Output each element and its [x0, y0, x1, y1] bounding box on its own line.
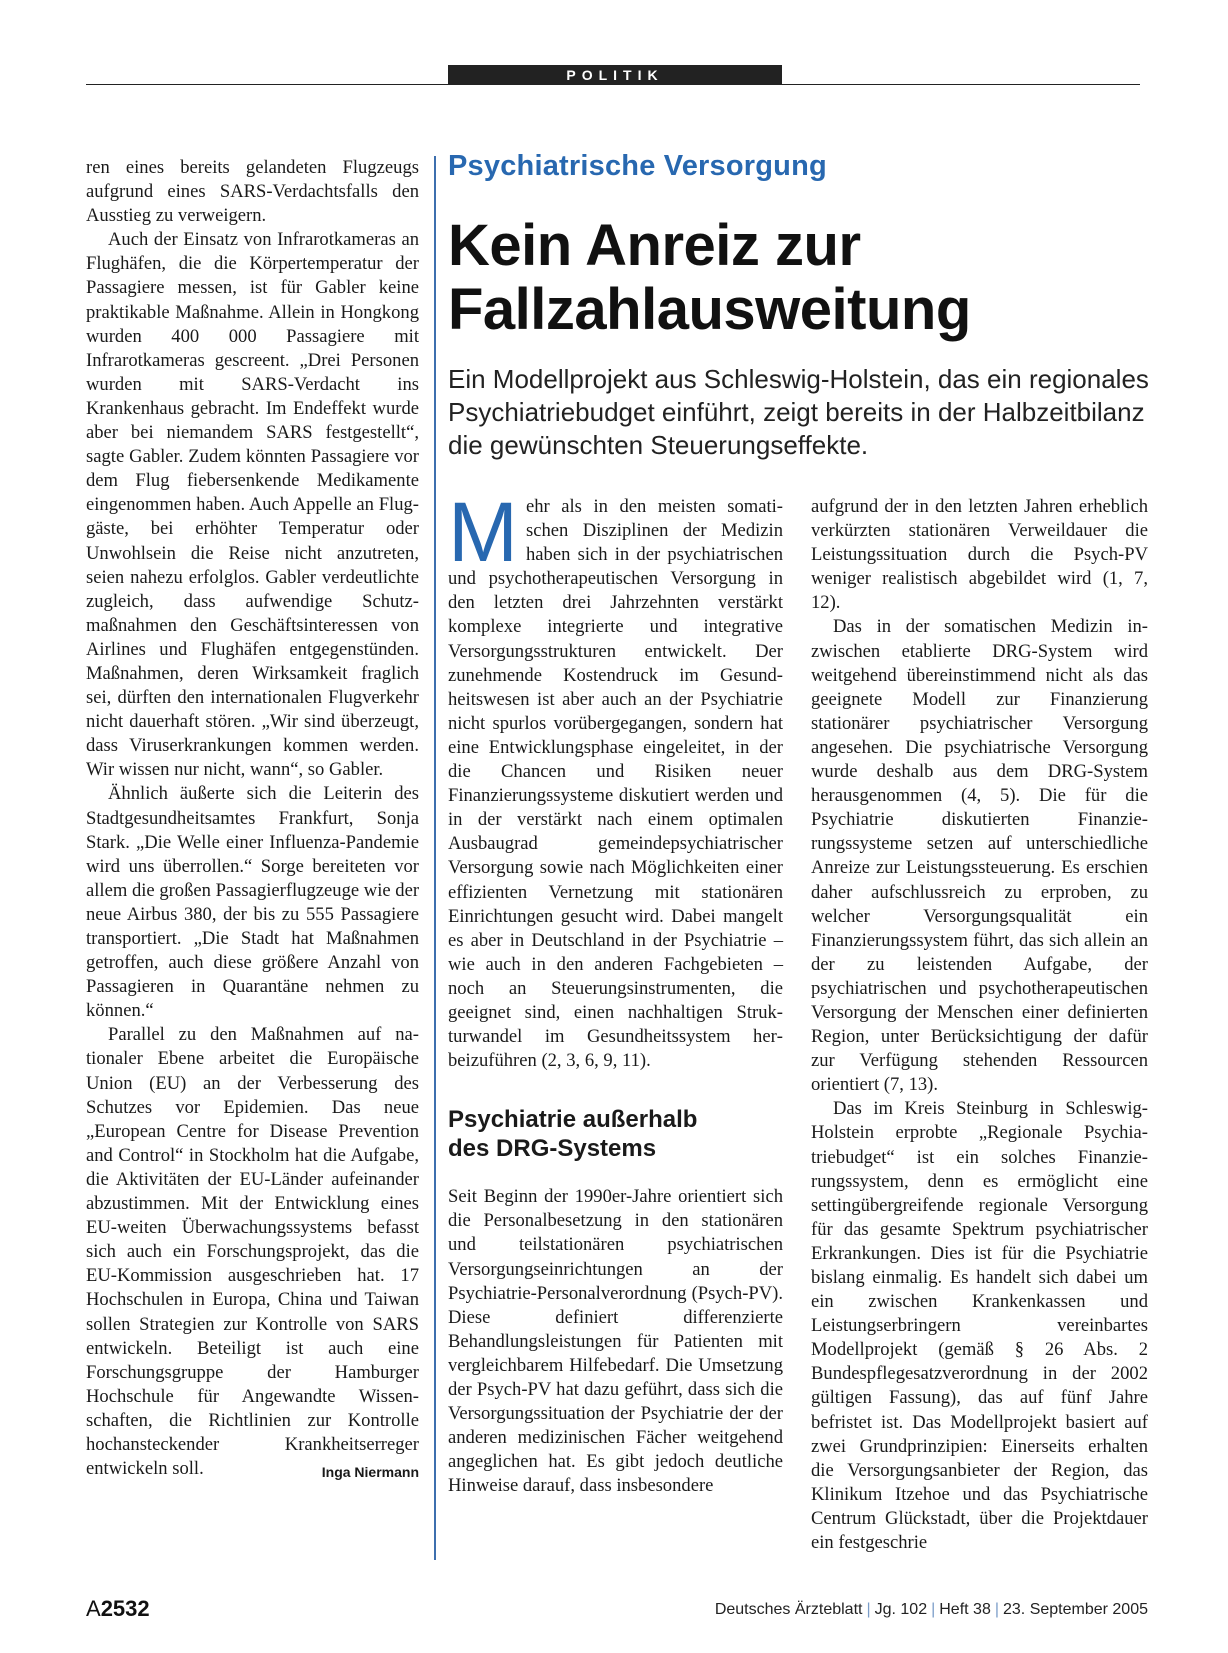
paragraph: Das in der somatischen Medizin inzwischen etablierte DRG-System wird weitgehend übereinstimmend nicht als das geeignete Modell zur Finanzierung stationärer psychiatrischer Versorgung angesehen. Die psychiatrische Versorgung wurde deshalb aus dem DRG-System herausgenommen (4, 5). Die für die Psychiatrie diskutierten Finanzierungssysteme setzen auf unterschiedliche Anreize zur Leistungssteuerung. Es erschien daher aufschlussreich zu erproben, zu welcher Versorgungsqualität ein Finanzierungssystem führt, das sich allein an der zu leistenden Aufgabe, der psychiatrischen und psychotherapeutischen Versorgung der Menschen einer definierten Region, unter Berücksichtigung der dafür zur Verfügung stehenden Ressourcen orientiert (7, 13). — [811, 616, 1148, 1096]
footer-separator: | — [931, 1601, 936, 1618]
lead-line: Ein Modellprojekt aus Schleswig-Holstein, das ein regionales — [448, 364, 1149, 394]
folio-number: 2532 — [100, 1596, 150, 1621]
article-lead — [448, 363, 1148, 462]
journal-date: 23. September 2005 — [1003, 1601, 1148, 1618]
folio-prefix: A — [86, 1596, 101, 1621]
paragraph: Ähnlich äußerte sich die Leiterin des Stadtgesundheitsamtes Frankfurt, Sonja Stark. „Die Welle einer Influenza-Pandemie wird uns überrollen.“ Sorge bereiteten vor allem die großen Passagierflugzeuge wie der neue Airbus 380, der bis zu 555 Passagiere transportiert. „Die Stadt hat Maßnahmen getroffen, auch diese größere Anzahl von Passagieren in Quarantäne nehmen zu können.“ — [86, 783, 420, 1022]
journal-footer — [715, 1601, 1148, 1619]
journal-issue: Heft 38 — [939, 1601, 991, 1618]
column-divider — [434, 156, 436, 1560]
paragraph — [86, 1023, 419, 1481]
paragraph: aufgrund der in den letzten Jahren erheblich verkürzten stationären Verweildauer die Leistungssituation durch die Psych-PV weniger realistisch abgebildet wird (1, 7, 12). — [811, 496, 1148, 614]
lead-line: Psychiatriebudget einführt, zeigt bereits in der Halbzeitbilanz — [448, 397, 1145, 427]
column-1 — [86, 156, 419, 1484]
section-subheading — [448, 1105, 783, 1163]
paragraph: Auch der Einsatz von Infrarotkameras an Flughäfen, die die Körpertemperatur der Passagiere messen, ist für Gabler keine praktikable Maßnahme. Allein in Hongkong wurden 400 000 Passagiere mit Infrarotkameras gescreent. „Drei Personen wurden mit SARS-Verdacht ins Krankenhaus gebracht. Im Endeffekt wurde aber bei niemandem SARS festgestellt“, sagte Gabler. Zudem könnten Passagiere vor dem Flug fiebersenkende Medikamente eingenommen haben. Auch Appelle an Fluggäste, bei erhöhter Temperatur oder Unwohlsein die Reise nicht anzutreten, seien nahezu erfolglos. Gabler verdeutlichte zugleich, dass aufwendige Schutzmaßnahmen den Geschäftsinteressen von Airlines und Flughäfen entgegenstünden. Maßnahmen, deren Wirksamkeit fraglich sei, dürften den internationalen Flugverkehr nicht dauerhaft stören. „Wir sind überzeugt, dass Viruserkrankungen kommen werden. Wir wissen nur nicht, wann“, so Gabler. — [86, 229, 419, 781]
paragraph: Seit Beginn der 1990er-Jahre orientiert sich die Personalbesetzung in den stationären und teilstationären psychiatrischen Versorgungseinrichtungen an der Psychiatrie-Personalverordnung (Psych-PV). Diese definiert differenzierte Behandlungsleistungen für Patienten mit vergleichbarem Hilfebedarf. Die Umsetzung der Psych-PV hat dazu geführt, dass sich die Versorgungssituation der Psychiatrie der der anderen medizinischen Fächer weitgehend angeglichen hat. Es gibt jedoch deutliche Hinweise darauf, dass insbesondere — [448, 1186, 783, 1497]
column-3 — [811, 495, 1148, 1555]
footer-separator: | — [866, 1601, 871, 1618]
paragraph: ren eines bereits gelandeten Flugzeugs aufgrund eines SARS-Verdachtsfalls den Ausstieg zu verweigern. — [86, 157, 419, 227]
page-number — [86, 1596, 150, 1622]
paragraph: Das im Kreis Steinburg in Schleswig-Holstein erprobte „Regionale Psychiatriebudget“ ist ein solches Finanzierungssystem, denn es ermöglicht eine settingübergreifende regionale Versorgung für das gesamte Spektrum psychiatrischer Erkrankungen. Dies ist für die Psychiatrie bislang einmalig. Es handelt sich dabei um ein zwischen Krankenkassen und Leistungserbringern vereinbartes Modellprojekt (gemäß § 26 Abs. 2 Bundespflegesatzverordnung in der 2002 gültigen Fassung), das auf fünf Jahre befristet ist. Das Modellprojekt basiert auf zwei Grundprinzipien: Einerseits erhalten die Versorgungsanbieter der Region, das Klinikum Itzehoe und das Psychiatrische Centrum Glückstadt, über die Projektdauer ein festgeschrie — [811, 1098, 1148, 1554]
headline-line: Fallzahlausweitung — [448, 277, 971, 342]
paragraph-text: ehr als in den meisten somatischen Disziplinen der Medizin haben sich in der psychiatrischen und psychotherapeutischen Versorgung in den letzten drei Jahrzehnten verstärkt komplexe integrierte und integrative Versorgungsstrukturen entwickelt. Der zunehmende Kostendruck im Gesundheitswesen ist aber auch an der Psychiatrie nicht spurlos vorübergegangen, sondern hat eine Entwicklungsphase eingeleitet, in der die Chancen und Risiken neuer Finanzierungssysteme diskutiert werden und in der verstärkt nach einem optimalen Ausbaugrad gemeindepsychiatrischer Versorgung sowie nach Möglichkeiten einer effizienten Vernetzung mit stationären Einrichtungen gesucht wird. Dabei mangelt es aber in Deutschland in der Psychiatrie – wie auch in den anderen Fachgebieten – noch an Steuerungsinstrumenten, die geeignet sind, einen nachhaltigen Strukturwandel im Gesundheitssystem herbeizuführen (2, 3, 6, 9, 11). — [448, 496, 783, 1072]
drop-cap: M — [448, 485, 518, 579]
column-2 — [448, 485, 783, 1498]
author-name: Inga Niermann — [321, 1464, 419, 1481]
lead-line: die gewünschten Steuerungseffekte. — [448, 430, 869, 460]
subheading-line: Psychiatrie außerhalb — [448, 1106, 698, 1134]
paragraph-text: Parallel zu den Maßnahmen auf nationaler Ebene arbeitet die Europäische Union (EU) an der Verbesserung des Schutzes vor Epidemien. Das neue „European Centre for Disease Prevention and Control“ in Stockholm hat die Aufgabe, die Aktivitäten der EU-Länder aufeinander abzustimmen. Mit der Entwicklung eines EU-weiten Überwachungssystems befasst sich auch ein Forschungsprojekt, das die EU-Kommission ausgeschrieben hat. 17 Hochschulen in Europa, China und Taiwan sollen Strategien zur Kontrolle von SARS entwickeln. Beteiligt ist auch eine Forschungsgruppe der Hamburger Hochschule für Angewandte Wissenschaften, die Richtlinien zur Kontrolle hochansteckender Krankheitserreger entwickeln soll. — [86, 1024, 419, 1480]
section-label: POLITIK — [448, 65, 782, 85]
article-headline — [448, 214, 1138, 342]
paragraph — [448, 485, 783, 1073]
subheading-line: des DRG-Systems — [448, 1135, 657, 1163]
journal-volume: Jg. 102 — [874, 1601, 928, 1618]
footer-separator: | — [994, 1601, 999, 1618]
journal-name: Deutsches Ärzteblatt — [714, 1601, 863, 1618]
headline-line: Kein Anreiz zur — [448, 213, 861, 278]
article-kicker: Psychiatrische Versorgung — [448, 150, 827, 182]
